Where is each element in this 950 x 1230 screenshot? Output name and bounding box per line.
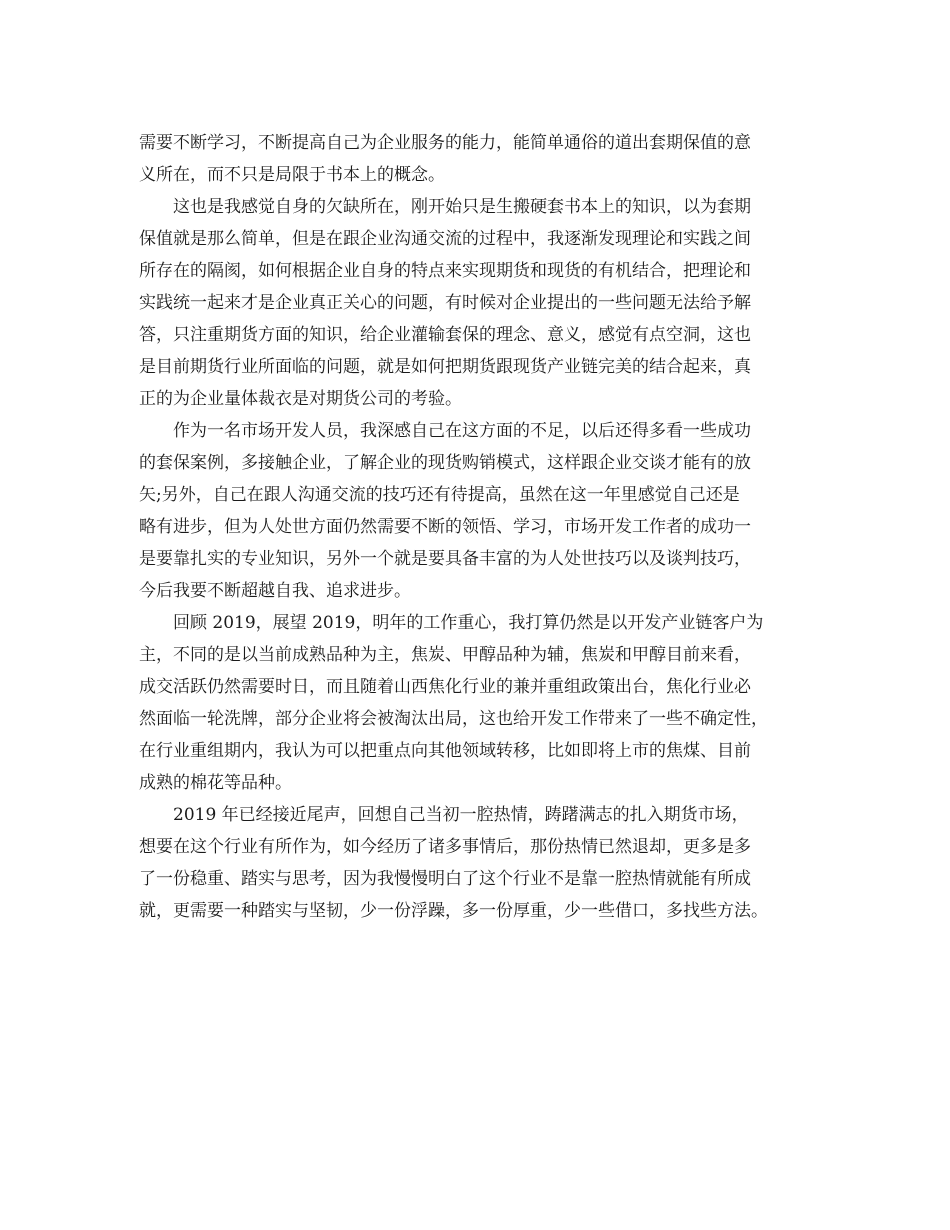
text-line: 想要在这个行业有所作为，如今经历了诸多事情后，那份热情已然退却，更多是多 bbox=[139, 837, 751, 857]
text-line: 义所在，而不只是局限于书本上的概念。 bbox=[139, 165, 445, 185]
text-line: 需要不断学习，不断提高自己为企业服务的能力，能简单通俗的道出套期保值的意 bbox=[139, 133, 751, 153]
text-line: 这也是我感觉自身的欠缺所在，刚开始只是生搬硬套书本上的知识，以为套期 bbox=[173, 197, 751, 217]
text-line: 的套保案例，多接触企业，了解企业的现货购销模式，这样跟企业交谈才能有的放 bbox=[139, 453, 751, 473]
text-line: 在行业重组期内，我认为可以把重点向其他领域转移，比如即将上市的焦煤、目前 bbox=[139, 741, 751, 761]
text-line: 然面临一轮洗牌，部分企业将会被淘汰出局，这也给开发工作带来了一些不确定性， bbox=[139, 709, 768, 729]
document-body bbox=[139, 127, 829, 927]
text-line: 正的为企业量体裁衣是对期货公司的考验。 bbox=[139, 389, 462, 409]
text-line: 就，更需要一种踏实与坚韧，少一份浮躁，多一份厚重，少一些借口，多找些方法。 bbox=[139, 901, 768, 921]
text-line: 今后我要不断超越自我、追求进步。 bbox=[139, 581, 411, 601]
text-line: 2019 年已经接近尾声，回想自己当初一腔热情，踌躇满志的扎入期货市场， bbox=[173, 805, 749, 825]
text-line: 答，只注重期货方面的知识，给企业灌输套保的理念、意义，感觉有点空洞，这也 bbox=[139, 325, 751, 345]
text-line: 矢;另外，自己在跟人沟通交流的技巧还有待提高，虽然在这一年里感觉自己还是 bbox=[139, 485, 740, 505]
text-line: 实践统一起来才是企业真正关心的问题，有时候对企业提出的一些问题无法给予解 bbox=[139, 293, 751, 313]
text-line: 作为一名市场开发人员，我深感自己在这方面的不足，以后还得多看一些成功 bbox=[173, 421, 751, 441]
text-line: 回顾 2019，展望 2019，明年的工作重心，我打算仍然是以开发产业链客户为 bbox=[173, 613, 764, 633]
text-line: 了一份稳重、踏实与思考，因为我慢慢明白了这个行业不是靠一腔热情就能有所成 bbox=[139, 869, 751, 889]
text-line: 是目前期货行业所面临的问题，就是如何把期货跟现货产业链完美的结合起来，真 bbox=[139, 357, 751, 377]
text-line: 是要靠扎实的专业知识，另外一个就是要具备丰富的为人处世技巧以及谈判技巧， bbox=[139, 549, 751, 569]
text-line: 所存在的隔阂，如何根据企业自身的特点来实现期货和现货的有机结合，把理论和 bbox=[139, 261, 751, 281]
text-line: 成交活跃仍然需要时日，而且随着山西焦化行业的兼并重组政策出台，焦化行业必 bbox=[139, 677, 751, 697]
text-line: 保值就是那么简单，但是在跟企业沟通交流的过程中，我逐渐发现理论和实践之间 bbox=[139, 229, 751, 249]
text-line: 成熟的棉花等品种。 bbox=[139, 773, 292, 793]
text-line: 略有进步，但为人处世方面仍然需要不断的领悟、学习，市场开发工作者的成功一 bbox=[139, 517, 751, 537]
text-line: 主，不同的是以当前成熟品种为主，焦炭、甲醇品种为辅，焦炭和甲醇目前来看， bbox=[139, 645, 751, 665]
